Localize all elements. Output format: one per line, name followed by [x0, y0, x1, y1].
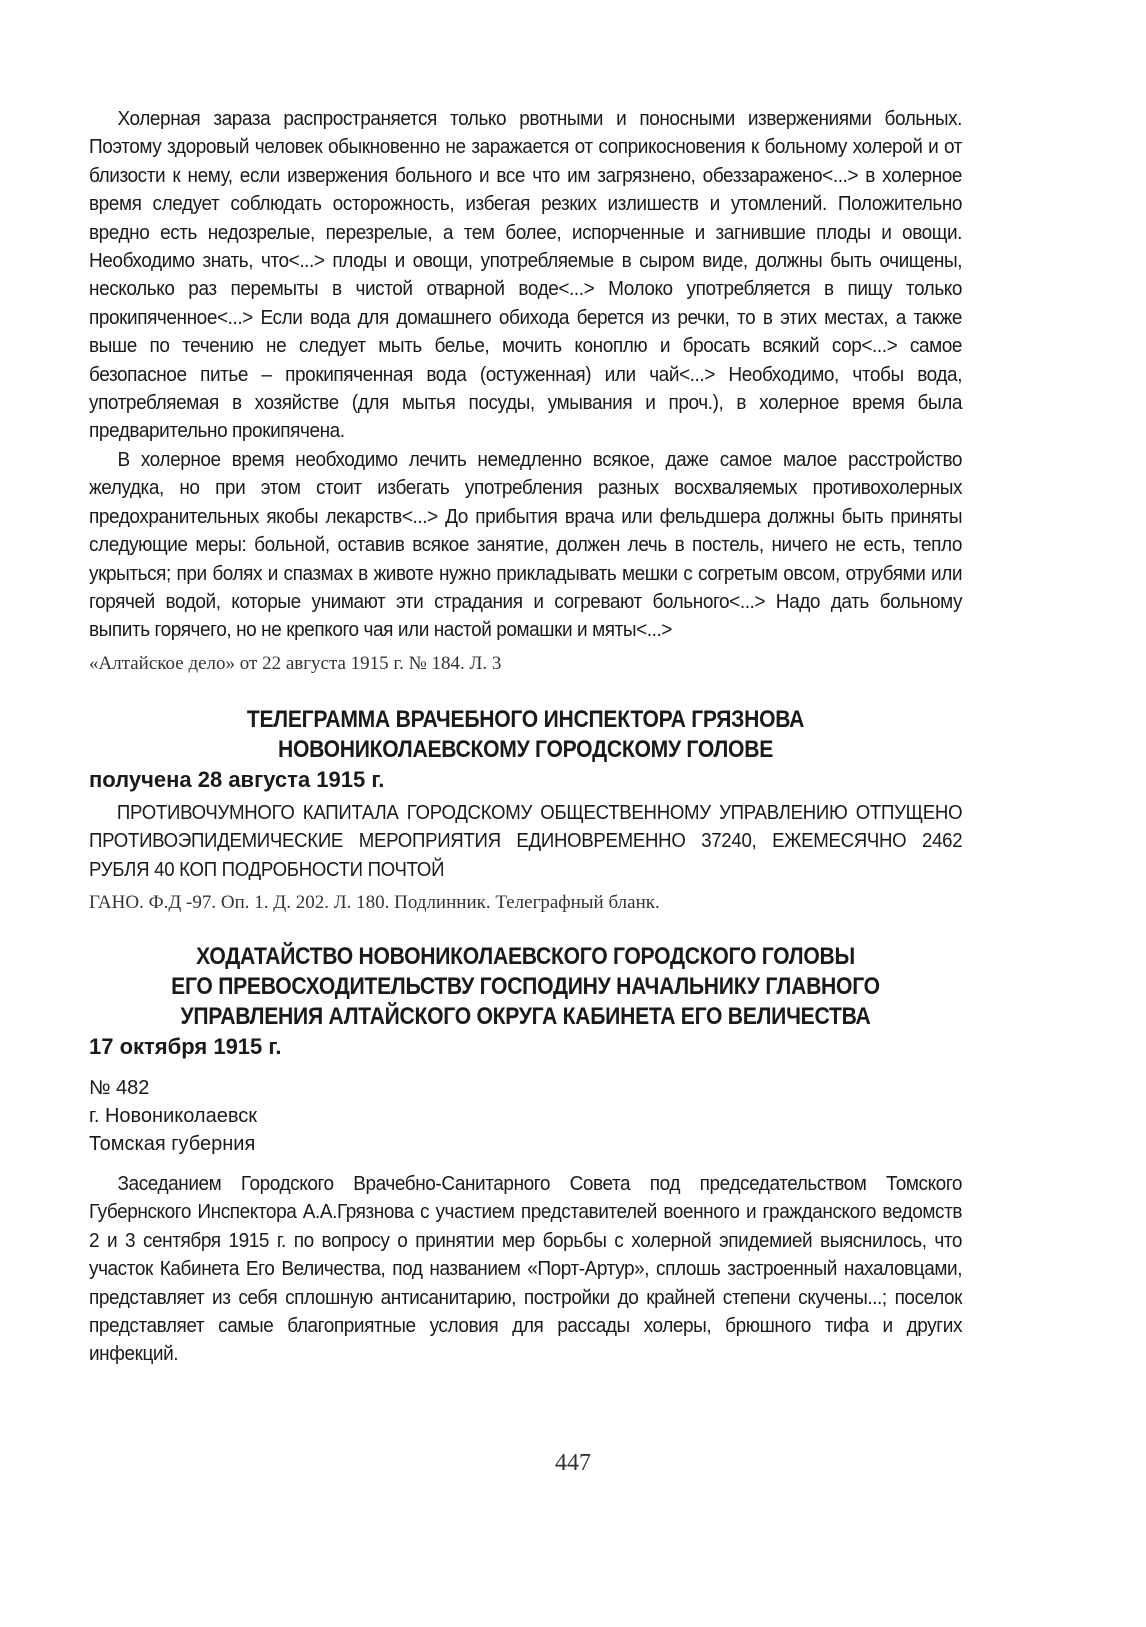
telegram-text: ПРОТИВОЧУМНОГО КАПИТАЛА ГОРОДСКОМУ ОБЩЕСТВЕННОМУ УПРАВЛЕНИЮ ОТПУЩЕНО ПРОТИВОЭПИДЕМИЧЕСКИЕ МЕРОПРИЯТИЯ ЕДИНОВРЕМЕННО 37240, ЕЖЕМЕСЯЧНО 2462 РУБЛЯ 40 КОП ПОДРОБНОСТИ ПОЧТОЙ	[89, 801, 963, 881]
source-citation-archive: ГАНО. Ф.Д -97. Оп. 1. Д. 202. Л. 180. Подлинник. Телеграфный бланк.	[89, 891, 660, 913]
paragraph-cholera-treatment: В холерное время необходимо лечить немедленно всякое, даже самое малое расстройство желудка, но при этом стоит избегать употребления разных восхваляемых противохолерных предохранительных якобы лекарств<...> До прибытия врача или фельдшера должны быть приняты следующие меры: больной, оставив всякое занятие, должен лечь в постель, ничего не есть, тепло укрыться; при болях и спазмах в животе нужно прикладывать мешки с согретым овсом, отрубями или горячей водой, которые унимают эти страдания и согревают больного<...> Надо дать больному выпить горячего, но не крепкого чая или настой ромашки и мяты<...>	[89, 448, 963, 642]
petition-date: 17 октября 1915 г.	[89, 1033, 282, 1059]
petition-title-line3: УПРАВЛЕНИЯ АЛТАЙСКОГО ОКРУГА КАБИНЕТА ЕГО ВЕЛИЧЕСТВА	[180, 1002, 871, 1030]
petition-text: Заседанием Городского Врачебно-Санитарного Совета под председательством Томского Губернского Инспектора А.А.Грязнова с участием представителей военного и гражданского ведомств 2 и 3 сентября 1915 г. по вопросу о принятии мер борьбы с холерной эпидемией выяснилось, что участок Кабинета Его Величества, под названием «Порт-Артур», сплошь застроенный нахаловцами, представляет из себя сплошную антисанитарию, постройки до крайней степени скучены...; поселок представляет самые благоприятные условия для рассады холеры, брюшного тифа и других инфекций.	[89, 1172, 963, 1366]
petition-province: Томская губерния	[89, 1132, 256, 1155]
telegram-section	[89, 705, 962, 916]
telegram-title-line2: НОВОНИКОЛАЕВСКОМУ ГОРОДСКОМУ ГОЛОВЕ	[277, 735, 774, 763]
telegram-title-line1: ТЕЛЕГРАММА ВРАЧЕБНОГО ИНСПЕКТОРА ГРЯЗНОВА	[246, 705, 805, 733]
telegram-date: получена 28 августа 1915 г.	[89, 766, 385, 792]
petition-title-line1: ХОДАТАЙСТВО НОВОНИКОЛАЕВСКОГО ГОРОДСКОГО ГОЛОВЫ	[196, 942, 855, 970]
paragraph-cholera-spread: Холерная зараза распространяется только рвотными и поносными извержениями больных. Поэтому здоровый человек обыкновенно не заражается от соприкосновения к больному холерой и от близости к нему, если извержения больного и все что им загрязнено, обеззаражено<...> в холерное время следует соблюдать осторожность, избегая резких излишеств и утомлений. Положительно вредно есть недозрелые, перезрелые, а тем более, испорченные и загнившие плоды и овощи. Необходимо знать, что<...> плоды и овощи, употребляемые в сыром виде, должны быть очищены, несколько раз перемыты в чистой отварной воде<...> Молоко употребляется в пищу только прокипяченное<...> Если вода для домашнего обихода берется из речки, то в этих местах, а также выше по течению не следует мыть белье, мочить коноплю и бросать всякий сор<...> самое безопасное питье – прокипяченная вода (остуженная) или чай<...> Необходимо, чтобы вода, употребляемая в хозяйстве (для мытья посуды, умывания и проч.), в холерное время была предварительно прокипячена.	[89, 108, 963, 443]
petition-title-line2: ЕГО ПРЕВОСХОДИТЕЛЬСТВУ ГОСПОДИНУ НАЧАЛЬНИКУ ГЛАВНОГО	[171, 972, 880, 1000]
source-citation-newspaper: «Алтайское дело» от 22 августа 1915 г. № 184. Л. 3	[89, 652, 502, 674]
page-content	[89, 105, 962, 1369]
page-number: 447	[555, 1450, 591, 1476]
petition-number: № 482	[89, 1076, 150, 1099]
petition-section	[89, 942, 962, 1369]
petition-city: г. Новониколаевск	[89, 1104, 257, 1127]
